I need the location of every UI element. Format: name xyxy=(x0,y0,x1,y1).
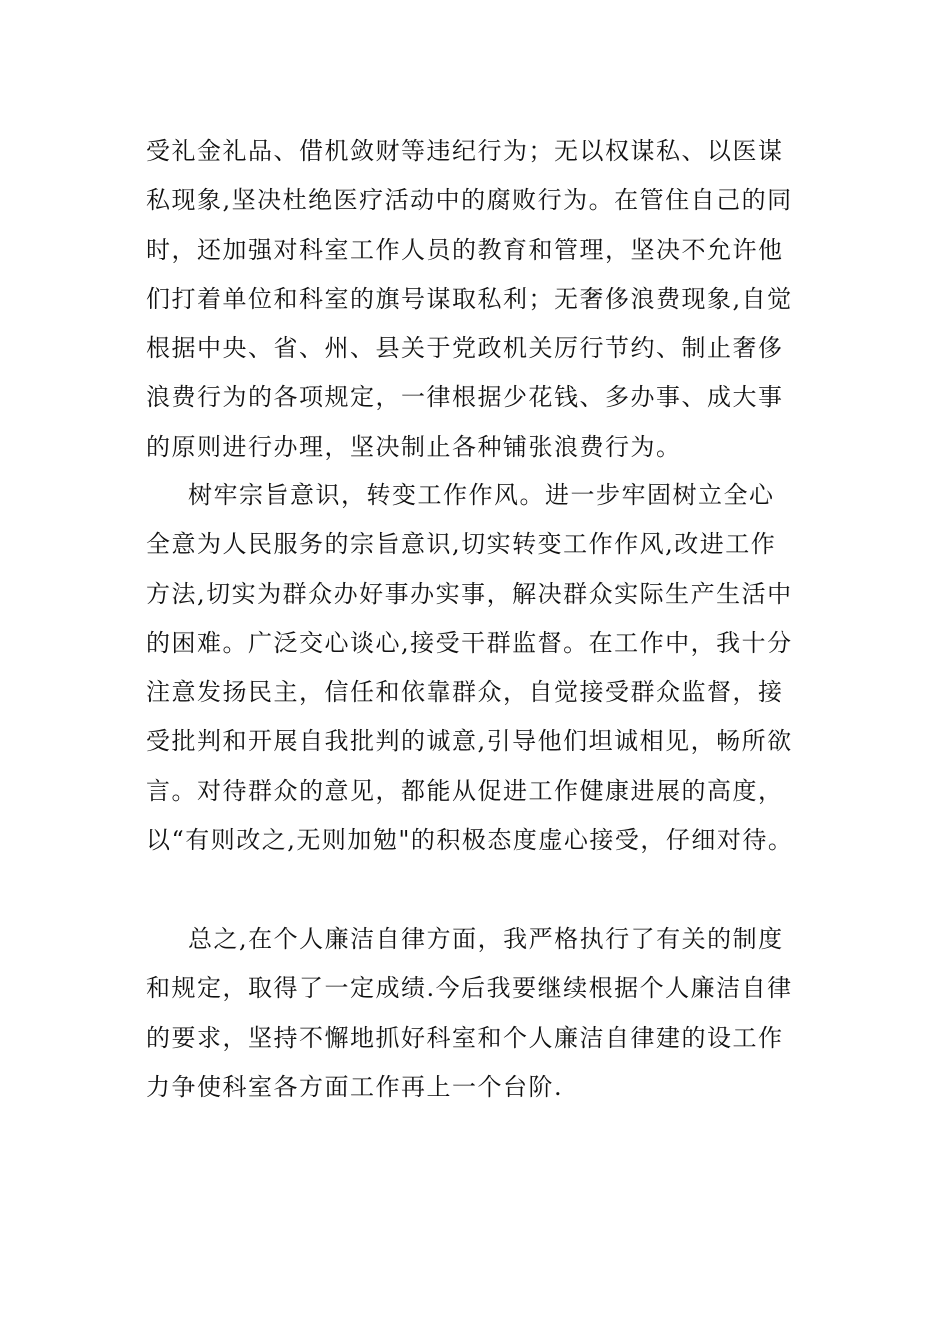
paragraph-line: 根据中央、省、州、县关于党政机关厉行节约、制止奢侈 xyxy=(146,334,784,363)
paragraph-line: 时，还加强对科室工作人员的教育和管理，坚决不允许他 xyxy=(146,235,784,264)
paragraph-line: 总之,在个人廉洁自律方面，我严格执行了有关的制度 xyxy=(188,925,784,953)
paragraph-conclusion xyxy=(146,915,826,1112)
paragraph-line: 力争使科室各方面工作再上一个台阶. xyxy=(146,1072,564,1101)
paragraph-line: 全意为人民服务的宗旨意识,切实转变工作作风,改进工作 xyxy=(146,530,777,559)
paragraph-line: 浪费行为的各项规定，一律根据少花钱、多办事、成大事 xyxy=(146,383,784,412)
paragraph-line: 的困难。广泛交心谈心,接受干群监督。在工作中，我十分 xyxy=(146,628,793,657)
paragraph-line: 注意发扬民主，信任和依靠群众，自觉接受群众监督，接 xyxy=(146,678,784,707)
paragraph-line: 和规定，取得了一定成绩.今后我要继续根据个人廉洁自律 xyxy=(146,974,793,1003)
paragraph-integrity xyxy=(146,127,826,472)
paragraph-line: 树牢宗旨意识，转变工作作风。进一步牢固树立全心 xyxy=(188,481,775,509)
paragraph-line: 受批判和开展自我批判的诚意,引导他们坦诚相见，畅所欲 xyxy=(146,727,793,756)
paragraph-line: 的原则进行办理，坚决制止各种铺张浪费行为。 xyxy=(146,432,682,461)
paragraph-work-style xyxy=(146,471,826,865)
paragraph-line: 以“有则改之,无则加勉"的积极态度虚心接受，仔细对待。 xyxy=(146,826,794,855)
paragraph-line: 的要求，坚持不懈地抓好科室和个人廉洁自律建的设工作 xyxy=(146,1023,784,1052)
paragraph-line: 私现象,坚决杜绝医疗活动中的腐败行为。在管住自己的同 xyxy=(146,186,793,215)
paragraph-line: 方法,切实为群众办好事办实事，解决群众实际生产生活中 xyxy=(146,579,793,608)
paragraph-line: 言。对待群众的意见，都能从促进工作健康进展的高度， xyxy=(146,776,784,805)
paragraph-line: 受礼金礼品、借机敛财等违纪行为；无以权谋私、以医谋 xyxy=(146,137,784,165)
paragraph-line: 们打着单位和科室的旗号谋取私利；无奢侈浪费现象,自觉 xyxy=(146,284,793,313)
